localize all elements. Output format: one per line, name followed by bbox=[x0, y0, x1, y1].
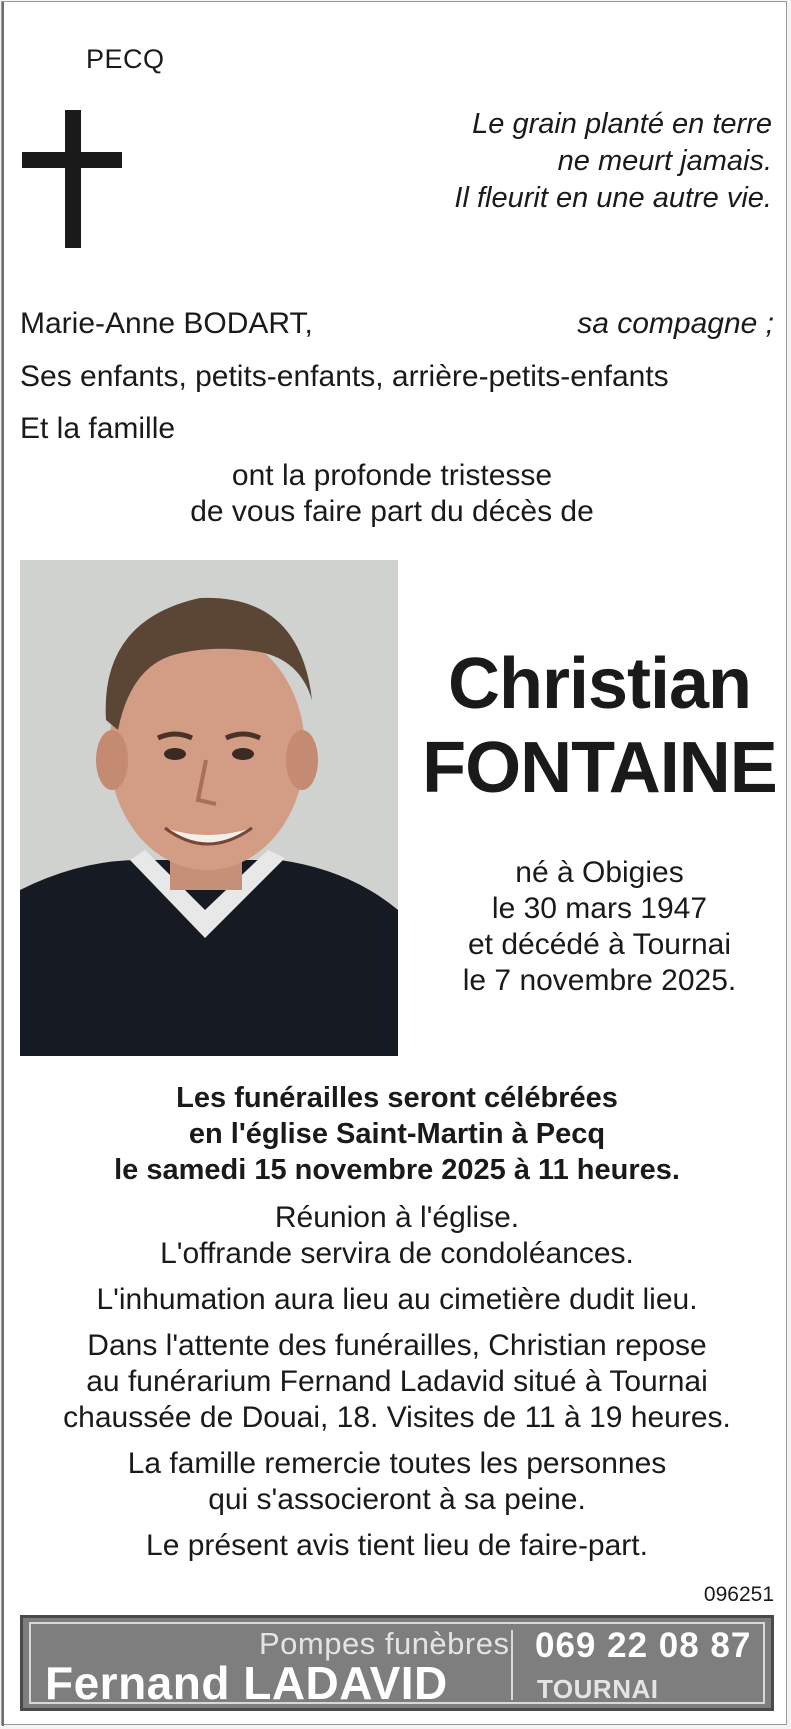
meeting-line: Réunion à l'église. bbox=[274, 1201, 520, 1234]
banner-label: Pompes funèbres bbox=[259, 1626, 510, 1661]
funeral-line: en l'église Saint-Martin à Pecq bbox=[188, 1118, 606, 1150]
funeral-home-phone: 069 22 08 87 bbox=[535, 1626, 752, 1665]
family-line: Et la famille bbox=[20, 412, 176, 445]
birth-death-dates bbox=[422, 855, 777, 999]
quote-line: Le grain planté en terre bbox=[472, 108, 772, 140]
portrait-photo bbox=[20, 560, 398, 1056]
cross-icon bbox=[22, 110, 122, 248]
funeral-info bbox=[32, 1080, 762, 1188]
funeral-home-city: TOURNAI bbox=[537, 1674, 659, 1704]
rest-info bbox=[32, 1328, 762, 1436]
quote-line: Il fleurit en une autre vie. bbox=[454, 182, 772, 214]
companion-name: Marie-Anne BODART, bbox=[20, 307, 313, 340]
announcement-line: de vous faire part du décès de bbox=[190, 495, 594, 528]
rest-line: au funérarium Fernand Ladavid situé à Tournai bbox=[86, 1365, 708, 1398]
meeting-info bbox=[32, 1200, 762, 1272]
funeral-home-name: Fernand LADAVID bbox=[45, 1657, 448, 1709]
obituary-notice bbox=[1, 1, 787, 1725]
location-label: PECQ bbox=[86, 44, 165, 74]
meeting-line: L'offrande servira de condoléances. bbox=[160, 1237, 634, 1270]
burial-info: L'inhumation aura lieu au cimetière dudit lieu. bbox=[96, 1283, 698, 1316]
companion-role: sa compagne ; bbox=[577, 307, 774, 340]
rest-line: Dans l'attente des funérailles, Christian repose bbox=[87, 1329, 707, 1362]
reference-number: 096251 bbox=[703, 1583, 774, 1606]
date-line: né à Obigies bbox=[515, 856, 684, 889]
thanks-line: qui s'associeront à sa peine. bbox=[208, 1483, 586, 1516]
deceased-first-name: Christian bbox=[447, 644, 752, 724]
left-border bbox=[2, 2, 4, 1726]
quote bbox=[454, 106, 772, 217]
rest-line: chaussée de Douai, 18. Visites de 11 à 19 heures. bbox=[63, 1401, 731, 1434]
funeral-line: le samedi 15 novembre 2025 à 11 heures. bbox=[114, 1154, 680, 1186]
announcement-line: ont la profonde tristesse bbox=[231, 459, 553, 492]
announcement bbox=[102, 458, 682, 530]
date-line: le 7 novembre 2025. bbox=[462, 964, 737, 997]
date-line: le 30 mars 1947 bbox=[491, 892, 708, 925]
notice-info: Le présent avis tient lieu de faire-part. bbox=[146, 1529, 648, 1562]
quote-line: ne meurt jamais. bbox=[557, 145, 772, 177]
funeral-line: Les funérailles seront célébrées bbox=[176, 1082, 618, 1114]
deceased-last-name: FONTAINE bbox=[422, 728, 777, 808]
banner-divider bbox=[511, 1630, 513, 1700]
children-line: Ses enfants, petits-enfants, arrière-petits-enfants bbox=[20, 360, 669, 393]
thanks-info bbox=[32, 1446, 762, 1518]
funeral-home-banner bbox=[20, 1615, 774, 1711]
thanks-line: La famille remercie toutes les personnes bbox=[127, 1447, 667, 1480]
date-line: et décédé à Tournai bbox=[468, 928, 731, 961]
